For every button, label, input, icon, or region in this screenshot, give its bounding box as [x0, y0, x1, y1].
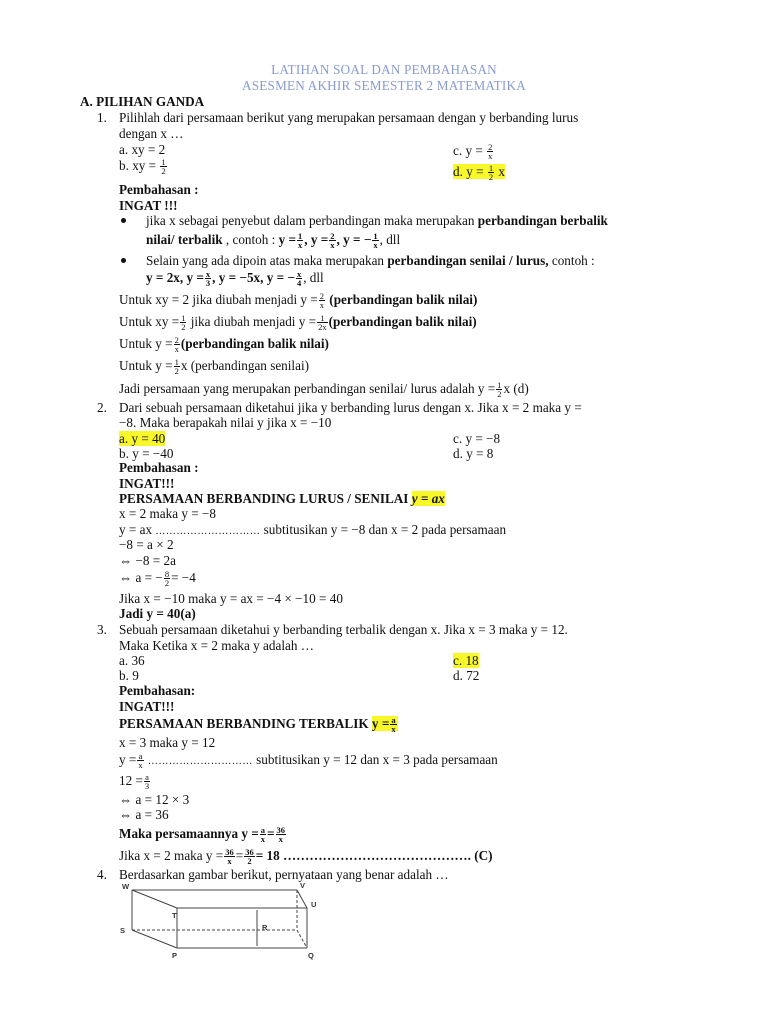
answer-line: Jadi y = 40(a) — [119, 606, 196, 621]
highlight — [371, 715, 398, 735]
step-line — [119, 570, 196, 587]
option-b: b. 9 — [119, 668, 139, 683]
text: x (d) — [503, 381, 529, 396]
vertex-label: W — [122, 882, 130, 891]
text: Untuk y = — [119, 336, 173, 351]
fraction — [487, 143, 493, 160]
step-line: ⇔ −8 = 2a — [119, 553, 176, 568]
bold-text: = 18 ……………………………………. (C) — [255, 848, 493, 863]
fraction: $\frac{a}{3}$ — [144, 772, 150, 792]
option-a: a. 36 — [119, 653, 145, 668]
option-a-correct — [119, 431, 165, 447]
edge — [297, 890, 307, 908]
fraction — [488, 164, 494, 181]
fraction: $\frac{1}{2x}$ — [318, 313, 327, 333]
pembahasan-label: Pembahasan : — [119, 182, 199, 197]
fraction: $\frac{1}{x}$ — [298, 231, 303, 251]
bullet-text — [146, 232, 400, 249]
question-text: Dari sebuah persamaan diketahui jika y berbanding lurus dengan x. Jika x = 2 maka y = — [119, 400, 582, 415]
bold-text: y = — [371, 716, 390, 731]
fraction: $\frac{x}{3}$ — [205, 269, 211, 289]
bold-text: (perbandingan balik nilai) — [329, 292, 478, 307]
vertex-label: V — [300, 881, 306, 890]
conclusion-line — [119, 381, 529, 398]
section-heading: A. PILIHAN GANDA — [80, 94, 205, 109]
option-b: b. y = −40 — [119, 446, 174, 461]
step-line — [119, 522, 506, 540]
fraction — [160, 158, 166, 175]
bold-text: y = 2x, y = — [146, 270, 204, 285]
bold-text: , y = — [304, 232, 329, 247]
hidden-edge — [297, 930, 307, 948]
highlight — [453, 163, 505, 183]
option-text: c. y = — [453, 143, 483, 158]
option-text: d. y = — [453, 164, 484, 179]
dots: ………………………… — [147, 756, 253, 767]
numerator: 1 — [488, 163, 494, 174]
bullet-text — [146, 270, 324, 287]
fraction: $\frac{2}{x}$ — [174, 335, 179, 355]
question-number: 4. — [97, 867, 107, 882]
explanation-line — [119, 358, 309, 375]
dots: ………………………… — [155, 526, 261, 537]
question-text: Sebuah persamaan diketahui y berbanding terbalik dengan x. Jika x = 3 maka y = 12. — [119, 622, 568, 637]
text: Untuk xy = 2 jika diubah menjadi y = — [119, 292, 318, 307]
edge — [132, 890, 177, 908]
option-d: d. y = 8 — [453, 446, 494, 461]
text: subtitusikan y = 12 dan x = 3 pada persamaan — [256, 752, 498, 767]
text: , dll — [379, 232, 401, 247]
step-line — [119, 773, 151, 790]
bullet-text — [146, 213, 608, 229]
fraction: $\frac{1}{2}$ — [497, 380, 502, 400]
vertex-label: P — [172, 951, 178, 960]
question-text: Berdasarkan gambar berikut, pernyataan yang benar adalah … — [119, 867, 449, 882]
step-line — [119, 752, 498, 770]
option-c: c. y = −8 — [453, 431, 501, 446]
fraction: $\frac{2}{x}$ — [330, 231, 335, 251]
bold-text: (perbandingan balik nilai) — [180, 336, 329, 351]
step-line: Jika x = −10 maka y = ax = −4 × −10 = 40 — [119, 591, 343, 606]
fraction: $\frac{36}{x}$ — [276, 825, 286, 845]
bold-text: PERSAMAAN BERBANDING LURUS / SENILAI — [119, 491, 409, 506]
ingat-label: INGAT!!! — [119, 699, 175, 714]
bold-text: perbandingan berbalik — [477, 213, 608, 228]
text: = −4 — [171, 570, 196, 585]
step-line: x = 2 maka y = −8 — [119, 506, 217, 521]
text: Untuk y = — [119, 358, 173, 373]
edge — [132, 930, 177, 948]
vertex-label: S — [120, 926, 126, 935]
bold-text: PERSAMAAN BERBANDING TERBALIK — [119, 716, 369, 731]
text: Jadi persamaan yang merupakan perbandingan senilai/ lurus adalah y = — [119, 381, 496, 396]
fraction: $\frac{1}{2}$ — [181, 313, 186, 333]
question-number: 2. — [97, 400, 107, 415]
step-line: ⇔ a = 12 × 3 — [119, 792, 190, 807]
question-text: −8. Maka berapakah nilai y jika x = −10 — [119, 415, 332, 430]
highlight: c. 18 — [453, 653, 479, 668]
vertex-label: U — [311, 900, 317, 909]
ingat-label: INGAT!!! — [119, 476, 175, 491]
step-line: x = 3 maka y = 12 — [119, 735, 216, 750]
text: y = ax — [119, 522, 153, 537]
text: , contoh : — [225, 232, 276, 247]
fraction: $\frac{x}{4}$ — [296, 269, 302, 289]
text: jika x sebagai penyebut dalam perbandingan maka merupakan — [146, 213, 475, 228]
fraction: $\frac{1}{x}$ — [373, 231, 378, 251]
text: contoh : — [551, 253, 595, 268]
bold-text: (perbandingan balik nilai) — [328, 314, 477, 329]
step-line: −8 = a × 2 — [119, 537, 174, 552]
text: = — [235, 848, 244, 863]
bold-text: , y = −5x, y = − — [212, 270, 295, 285]
option-b — [119, 158, 168, 175]
page-subtitle: ASESMEN AKHIR SEMESTER 2 MATEMATIKA — [242, 78, 526, 93]
denominator: 2 — [488, 172, 494, 183]
text: y = — [119, 752, 137, 767]
fraction: $\frac{1}{2}$ — [174, 357, 179, 377]
bold-text: nilai/ terbalik — [146, 232, 223, 247]
highlight: y = ax — [411, 491, 445, 506]
text: Untuk xy = — [119, 314, 180, 329]
text: x (perbandingan senilai) — [180, 358, 310, 373]
option-c-correct — [453, 653, 479, 669]
bold-text: , y = − — [336, 232, 372, 247]
option-d-correct — [453, 164, 505, 181]
option-c — [453, 143, 494, 160]
question-text: Maka Ketika x = 2 maka y adalah … — [119, 638, 314, 653]
explanation-line — [119, 336, 329, 353]
ingat-label: INGAT !!! — [119, 198, 178, 213]
bold-text: Maka persamaannya y = — [119, 826, 259, 841]
question-number: 3. — [97, 622, 107, 637]
step-line — [119, 826, 287, 843]
bullet-text — [146, 253, 595, 269]
question-number: 1. — [97, 110, 107, 125]
pembahasan-label: Pembahasan: — [119, 683, 196, 698]
numerator: 1 — [161, 157, 166, 168]
question-text: Pilihlah dari persamaan berikut yang merupakan persamaan dengan y berbanding lurus — [119, 110, 579, 125]
option-a: a. xy = 2 — [119, 142, 166, 157]
bullet — [121, 218, 126, 223]
numerator: 2 — [488, 142, 493, 153]
highlight: a. y = 40 — [119, 431, 166, 446]
vertex-label: Q — [308, 951, 314, 960]
fraction: $\frac{36}{2}$ — [245, 847, 254, 867]
prism-diagram — [112, 880, 327, 960]
bold-text: = — [267, 826, 275, 841]
text: jika diubah menjadi y = — [190, 314, 317, 329]
text: , dll — [303, 270, 324, 285]
fraction: $\frac{a}{x}$ — [138, 751, 143, 771]
text: Jika x = 2 maka y = — [119, 848, 224, 863]
vertex-label: R — [262, 923, 268, 932]
bold-text: perbandingan senilai / lurus, — [387, 253, 549, 268]
option-d: d. 72 — [453, 668, 480, 683]
rule-line — [119, 491, 445, 507]
question-text: dengan x … — [119, 126, 184, 141]
step-line — [119, 848, 493, 865]
vertex-label: T — [172, 911, 177, 920]
explanation-line — [119, 292, 477, 309]
fraction: $\frac{36}{x}$ — [225, 847, 234, 867]
step-line: ⇔ a = 36 — [119, 807, 169, 822]
text: Selain yang ada dipoin atas maka merupakan — [146, 253, 385, 268]
fraction: $\frac{a}{x}$ — [260, 825, 266, 845]
text: subtitusikan y = −8 dan x = 2 pada persamaan — [263, 522, 507, 537]
bold-text: y = — [278, 232, 297, 247]
bullet — [121, 258, 126, 263]
pembahasan-label: Pembahasan : — [119, 460, 199, 475]
fraction: $\frac{2}{x}$ — [319, 291, 324, 311]
fraction: $\frac{8}{2}$ — [164, 569, 170, 589]
page-title: LATIHAN SOAL DAN PEMBAHASAN — [271, 62, 497, 77]
option-text: b. xy = — [119, 158, 157, 173]
text: 12 = — [119, 773, 143, 788]
option-text: x — [498, 164, 505, 179]
text: ⇔ a = − — [119, 570, 163, 585]
denominator: 2 — [161, 166, 166, 177]
explanation-line — [119, 314, 477, 331]
rule-line — [119, 716, 398, 733]
fraction: $\frac{a}{x}$ — [391, 715, 396, 735]
denominator: x — [488, 151, 493, 162]
